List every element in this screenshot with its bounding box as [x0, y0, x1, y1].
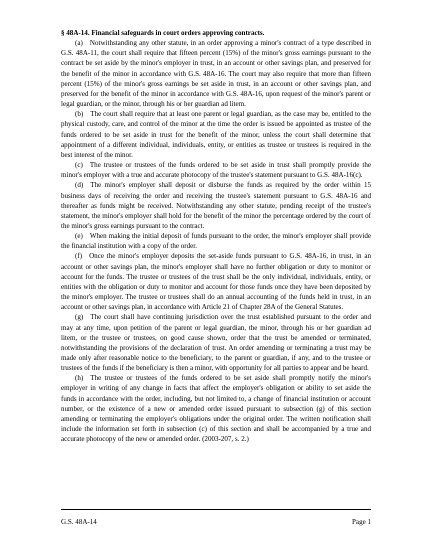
footer-citation: G.S. 48A-14 [61, 518, 97, 526]
paragraph-g: (g) The court shall have continuing jurisdiction over the trust established pursuant to the order and may at any time, upon petition of the parent or legal guardian, the minor, through his or her guardian ad litem, or the trustee or trustees, on good cause shown, order that the trust be amended or terminated, notwithstanding the provisions of the declaration of trust. An order amending or terminating a trust may be made only after reasonable notice to the beneficiary, to the parent or guardian, if any, and to the trustee or trustees of the funds if the beneficiary is then a minor, with opportunity for all parties to appear and be heard. [61, 313, 371, 373]
paragraph-e: (e) When making the initial deposit of funds pursuant to the order, the minor's employer shall provide the financial institution with a copy of the order. [61, 232, 371, 251]
page-footer [61, 517, 371, 527]
paragraph-d: (d) The minor's employer shall deposit or disburse the funds as required by the order within 15 business days of receiving the order and receiving the trustee's statement pursuant to G.S. 48A-16 and thereafter as funds might be received. Notwithstanding any other statute, pending receipt of the trustee's statement, the minor's employer shall hold for the benefit of the minor the percentage ordered by the court of the minor's gross earnings pursuant to the contract. [61, 181, 371, 230]
page-number: Page 1 [352, 518, 371, 526]
paragraph-h: (h) The trustee or trustees of the funds ordered to be set aside shall promptly notify the minor's employer in writing of any change in facts that affect the employer's obligation or ability to set aside the funds in accordance with the order, including, but not limited to, a change of financial institution or account number, or the existence of a new or amended order issued pursuant to subsection (g) of this section amending or terminating the employer's obligations under the original order. The written notification shall include the information set forth in subsection (c) of this section and shall be accompanied by a true and accurate photocopy of the new or amended order. (2003-207, s. 2.) [61, 374, 371, 444]
paragraph-b: (b) The court shall require that at least one parent or legal guardian, as the case may be, entitled to the physical custody, care, and control of the minor at the time the order is issued be appointed as trustee of the funds ordered to be set aside in trust for the benefit of the minor, unless the court shall determine that appointment of a different individual, individuals, entity, or entities as trustee or trustees is required in the best interest of the minor. [61, 110, 371, 159]
footer-divider [61, 509, 371, 510]
statute-body [61, 28, 371, 444]
paragraph-f: (f) Once the minor's employer deposits the set-aside funds pursuant to G.S. 48A-16, in trust, in an account or other savings plan, the minor's employer shall have no further obligation or duty to monitor or account for the funds. The trustee or trustees of the trust shall be the only individual, individuals, entity, or entities with the obligation or duty to monitor and account for those funds once they have been deposited by the minor's employer. The trustee or trustees shall do an annual accounting of the funds held in trust, in an account or other savings plan, in accordance with Article 21 of Chapter 28A of the General Statutes. [61, 252, 371, 312]
paragraph-c: (c) The trustee or trustees of the funds ordered to be set aside in trust shall promptly provide the minor's employer with a true and accurate photocopy of the trustee's statement pursuant to G.S. 48A-16(c). [61, 161, 371, 180]
paragraph-a: (a) Notwithstanding any other statute, in an order approving a minor's contract of a type described in G.S. 48A-11, the court shall require that fifteen percent (15%) of the minor's gross earnings pursuant to the contract be set aside by the minor's employer in trust, in an account or other savings plan, and preserved for the benefit of the minor in accordance with G.S. 48A-16. The court may also require that more than fifteen percent (15%) of the minor's gross earnings be set aside in trust, in an account or other savings plan, and preserved for the benefit of the minor in accordance with G.S. 48A-16, upon request of the minor's parent or legal guardian, or the minor, through his or her guardian ad litem. [61, 39, 371, 109]
section-heading: § 48A-14. Financial safeguards in court orders approving contracts. [61, 29, 265, 37]
